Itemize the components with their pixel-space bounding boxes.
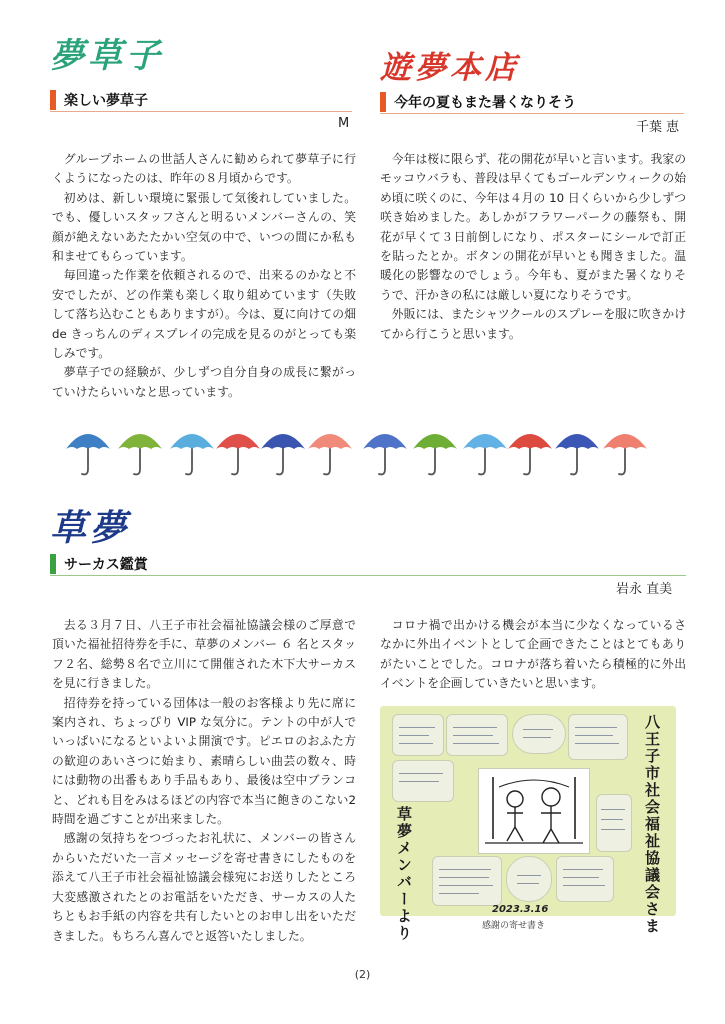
- message-card: [556, 856, 614, 902]
- message-card: [506, 856, 552, 902]
- paragraph: グループホームの世話人さんに勧められて夢草子に行くようになったのは、昨年の８月頃からです。: [52, 152, 356, 186]
- circus-drawing: [478, 768, 590, 854]
- section-title: サーカス鑑賞: [64, 557, 148, 573]
- umbrella-canopy: [170, 434, 214, 449]
- message-card: [392, 760, 454, 802]
- umbrella-icon: [552, 425, 602, 480]
- umbrella-canopy: [363, 434, 407, 449]
- umbrella-canopy: [603, 434, 647, 449]
- author-name: 千葉 恵: [636, 120, 680, 135]
- org-title-yumuhonten: 遊夢本店: [380, 50, 520, 86]
- umbrella-icon: [305, 425, 355, 480]
- umbrella-icon: [63, 425, 113, 480]
- board-date: 2023.3.16: [492, 904, 549, 915]
- paragraph: 感謝の気持ちをつづったお礼状に、メンバーの皆さんからいただいた一言メッセージを寄せ書きにしたものを添えて八王子市社会福祉協議会様宛にお送りしたところ大変感激されたとのお電話をいただき、サーカスの人たちともお手紙の内容を共有したいとのお申し出をいただきました。もちろん喜んでと返答いたしました。: [52, 831, 356, 943]
- article-body-bottom-left: [52, 616, 356, 946]
- section-header-bottom: [50, 553, 686, 576]
- umbrella-canopy: [216, 434, 260, 449]
- message-card: [392, 714, 444, 756]
- author-name: 岩永 直美: [616, 582, 673, 597]
- umbrella-canopy: [413, 434, 457, 449]
- section-header-left: [50, 89, 352, 112]
- paragraph: 外販には、またシャツクールのスプレーを服に吹きかけてから行こうと思います。: [380, 307, 686, 341]
- umbrella-icon: [258, 425, 308, 480]
- umbrella-icon: [410, 425, 460, 480]
- paragraph: 毎回違った作業を依頼されるので、出来るのかなと不安でしたが、どの作業も楽しく取り組めています（失敗して落ち込むこともありますが）。今は、夏に向けての畑 de きっちんのディスプレイの完成を見るのがとっても楽しみです。: [52, 268, 356, 361]
- umbrella-icon: [167, 425, 217, 480]
- umbrella-canopy: [555, 434, 599, 449]
- umbrella-icon: [460, 425, 510, 480]
- photo-caption: 感謝の寄せ書き: [482, 921, 546, 931]
- umbrella-canopy: [463, 434, 507, 449]
- article-body-left: [52, 150, 356, 402]
- message-card: [446, 714, 508, 756]
- umbrella-canopy: [118, 434, 162, 449]
- message-card: [512, 714, 566, 754]
- section-marker: [380, 92, 386, 112]
- section-title: 楽しい夢草子: [64, 93, 148, 109]
- message-card: [568, 714, 628, 760]
- section-marker: [50, 554, 56, 574]
- section-title: 今年の夏もまた暑くなりそう: [394, 95, 576, 111]
- org-title-yumezoushi: 夢草子: [50, 36, 164, 76]
- umbrella-canopy: [261, 434, 305, 449]
- message-card: [596, 794, 632, 852]
- umbrella-icon: [360, 425, 410, 480]
- page-number: (2): [354, 968, 371, 981]
- section-header-right: [380, 91, 684, 114]
- paragraph: 夢草子での経験が、少しずつ自分自身の成長に繋がっていけたらいいなと思っています。: [52, 365, 356, 399]
- article-body-right: [380, 150, 686, 344]
- org-title-soumu: 草夢: [50, 507, 131, 549]
- umbrella-icon: [600, 425, 650, 480]
- author-name: M: [338, 116, 350, 131]
- umbrella-canopy: [66, 434, 110, 449]
- umbrella-icon: [505, 425, 555, 480]
- umbrella-canopy: [308, 434, 352, 449]
- board-recipient: 八王子市社会福祉協議会さま: [643, 714, 661, 935]
- section-marker: [50, 90, 56, 110]
- paragraph: 去る３月７日、八王子市社会福祉協議会様のご厚意で頂いた福祉招待券を手に、草夢のメンバー ６ 名とスタッフ２名、総勢８名で立川にて開催された木下大サーカスを見に行きました。: [52, 618, 356, 691]
- paragraph: 今年は桜に限らず、花の開花が早いと言います。我家のモッコウバラも、普段は早くてもゴールデンウィークの始め頃に咲くのに、今年は４月の 10 日くらいから少しずつ咲き始めました。あしかがフラワーパークの藤祭も、開花が早くて３日前倒しになり、ポスターにシールで訂正を貼ったとか。ボタンの開花が早いとも聞きました。温暖化の影響なのでしょう。今年も、夏がまた暑くなりそうで、汗かきの私には厳しい夏になりそうです。: [380, 152, 686, 302]
- umbrella-icon: [213, 425, 263, 480]
- paragraph: 招待券を持っている団体は一般のお客様より先に席に案内され、ちょっぴり VIP な気分に。テントの中が人でいっぱいになるといよいよ開演です。ピエロのおふた方の歓迎のあいさつに始まり、素晴らしい曲芸の数々、時には動物の出番もあり手品もあり、最後は空中ブランコと、どれも目をみはるほどの内容で本当に飽きのこない2 時間を過ごすことが出来ました。: [52, 695, 356, 827]
- message-card: [432, 856, 502, 906]
- board-sender: 草夢メンバーより: [395, 806, 413, 942]
- paragraph: 初めは、新しい環境に緊張して気後れしていました。でも、優しいスタッフさんと明るいメンバーさんの、笑顔が絶えないあたたかい空気の中で、いつの間にか私も和ませてもらっています。: [52, 190, 356, 264]
- paragraph: コロナ禍で出かける機会が本当に少なくなっているさなかに外出イベントとして企画できたことはとてもありがたいことでした。コロナが落ち着いたら積極的に外出イベントを企画していきたいと思います。: [380, 618, 686, 691]
- article-body-bottom-right: [380, 616, 686, 694]
- umbrella-canopy: [508, 434, 552, 449]
- umbrella-icon: [115, 425, 165, 480]
